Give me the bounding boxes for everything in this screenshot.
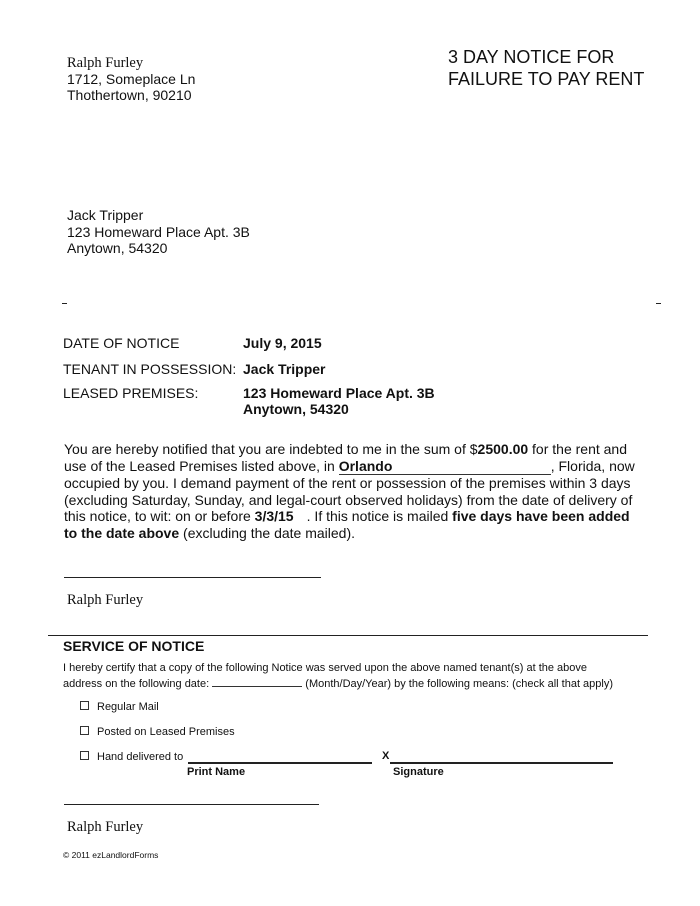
tenant-value: Jack Tripper	[243, 361, 326, 377]
fold-mark-right	[656, 303, 661, 304]
signature-blank-line[interactable]	[390, 762, 613, 764]
sender-name: Ralph Furley	[67, 55, 144, 71]
title-line2: FAILURE TO PAY RENT	[448, 69, 645, 89]
checkbox[interactable]	[80, 726, 89, 735]
tenant-label: TENANT IN POSSESSION:	[63, 361, 237, 377]
premises-line1: 123 Homeward Place Apt. 3B	[243, 385, 435, 401]
footer-copyright: © 2011 ezLandlordForms	[63, 850, 159, 860]
amount: 2500.00	[477, 441, 529, 457]
signature-label: Signature	[393, 766, 444, 778]
date-value: July 9, 2015	[243, 335, 322, 351]
recipient-name: Jack Tripper	[67, 207, 144, 223]
service-line1: I hereby certify that a copy of the following Notice was served upon the above named tenant(s) at the above	[63, 662, 588, 674]
option-posted[interactable]: Posted on Leased Premises	[80, 726, 235, 738]
signature-name: Ralph Furley	[67, 592, 144, 608]
print-name-label: Print Name	[187, 766, 246, 778]
signature-line	[64, 577, 321, 578]
x-mark: X	[382, 750, 390, 762]
title-line1: 3 DAY NOTICE FOR	[448, 47, 615, 67]
premises-label: LEASED PREMISES:	[63, 385, 199, 401]
service-line2: address on the following date: (Month/Day/Year) by the following means: (check all that apply)	[63, 678, 614, 690]
server-signature-line	[64, 804, 319, 805]
print-name-line[interactable]	[188, 762, 372, 764]
due-date: 3/3/15	[254, 508, 294, 525]
service-heading: SERVICE OF NOTICE	[63, 638, 205, 654]
recipient-address2: Anytown, 54320	[67, 240, 168, 256]
fold-mark-left	[62, 303, 67, 304]
sender-address2: Thothertown, 90210	[67, 87, 192, 103]
recipient-address1: 123 Homeward Place Apt. 3B	[67, 224, 250, 240]
option-regular-mail[interactable]: Regular Mail	[80, 701, 159, 713]
date-label: DATE OF NOTICE	[63, 335, 180, 351]
server-name: Ralph Furley	[67, 819, 144, 835]
section-divider	[48, 635, 648, 636]
notice-paragraph: You are hereby notified that you are indebted to me in the sum of $2500.00 for the rent and use of the Leased Premises listed above, in Orlando , Florida, now occupied by you. I demand payment of the rent or possession of the premises within 3 days (excluding Saturday, Sunday, and legal-court observed holidays) from the date of delivery of this notice, to wit: on or before 3/3/15 . If this notice is mailed five days have been added to the date above (excluding the date mailed).	[64, 441, 635, 541]
option-hand-delivered[interactable]: Hand delivered to	[80, 751, 183, 763]
checkbox[interactable]	[80, 701, 89, 710]
sender-address1: 1712, Someplace Ln	[67, 71, 196, 87]
premises-line2: Anytown, 54320	[243, 401, 349, 417]
checkbox[interactable]	[80, 751, 89, 760]
service-date-blank[interactable]	[212, 686, 302, 687]
city: Orlando	[338, 457, 393, 474]
